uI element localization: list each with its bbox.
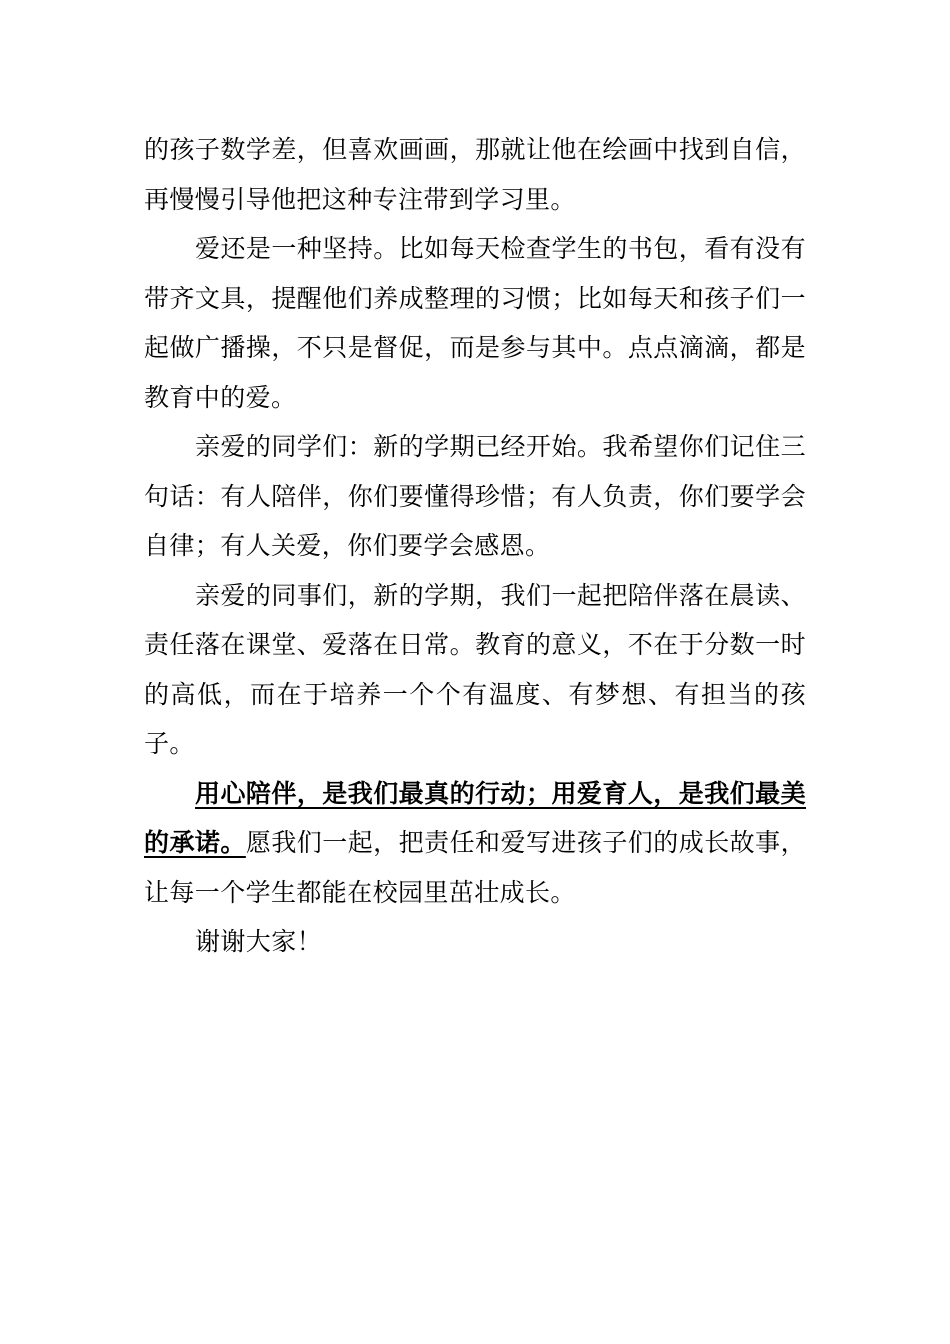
paragraph-thanks: 谢谢大家！ <box>195 927 323 956</box>
paragraph-to-students: 亲爱的同学们：新的学期已经开始。我希望你们记住三句话：有人陪伴，你们要懂得珍惜；有人负责，你们要学会自律；有人关爱，你们要学会感恩。 <box>144 432 806 560</box>
paragraph-to-colleagues: 亲爱的同事们，新的学期，我们一起把陪伴落在晨读、责任落在课堂、爱落在日常。教育的意义，不在于分数一时的高低，而在于培养一个个有温度、有梦想、有担当的孩子。 <box>144 580 806 758</box>
paragraph-closing-wish <box>144 769 806 918</box>
document-body <box>144 125 806 967</box>
emphasized-statement: 用心陪伴，是我们最真的行动；用爱育人，是我们最美的承诺。 <box>144 778 806 857</box>
closing-wish-text: 愿我们一起，把责任和爱写进孩子们的成长故事，让每一个学生都能在校园里茁壮成长。 <box>144 828 806 907</box>
paragraph-love-persistence: 爱还是一种坚持。比如每天检查学生的书包，看有没有带齐文具，提醒他们养成整理的习惯；比如每天和孩子们一起做广播操，不只是督促，而是参与其中。点点滴滴，都是教育中的爱。 <box>144 234 806 412</box>
paragraph-continuation: 的孩子数学差，但喜欢画画，那就让他在绘画中找到自信，再慢慢引导他把这种专注带到学习里。 <box>144 135 806 214</box>
